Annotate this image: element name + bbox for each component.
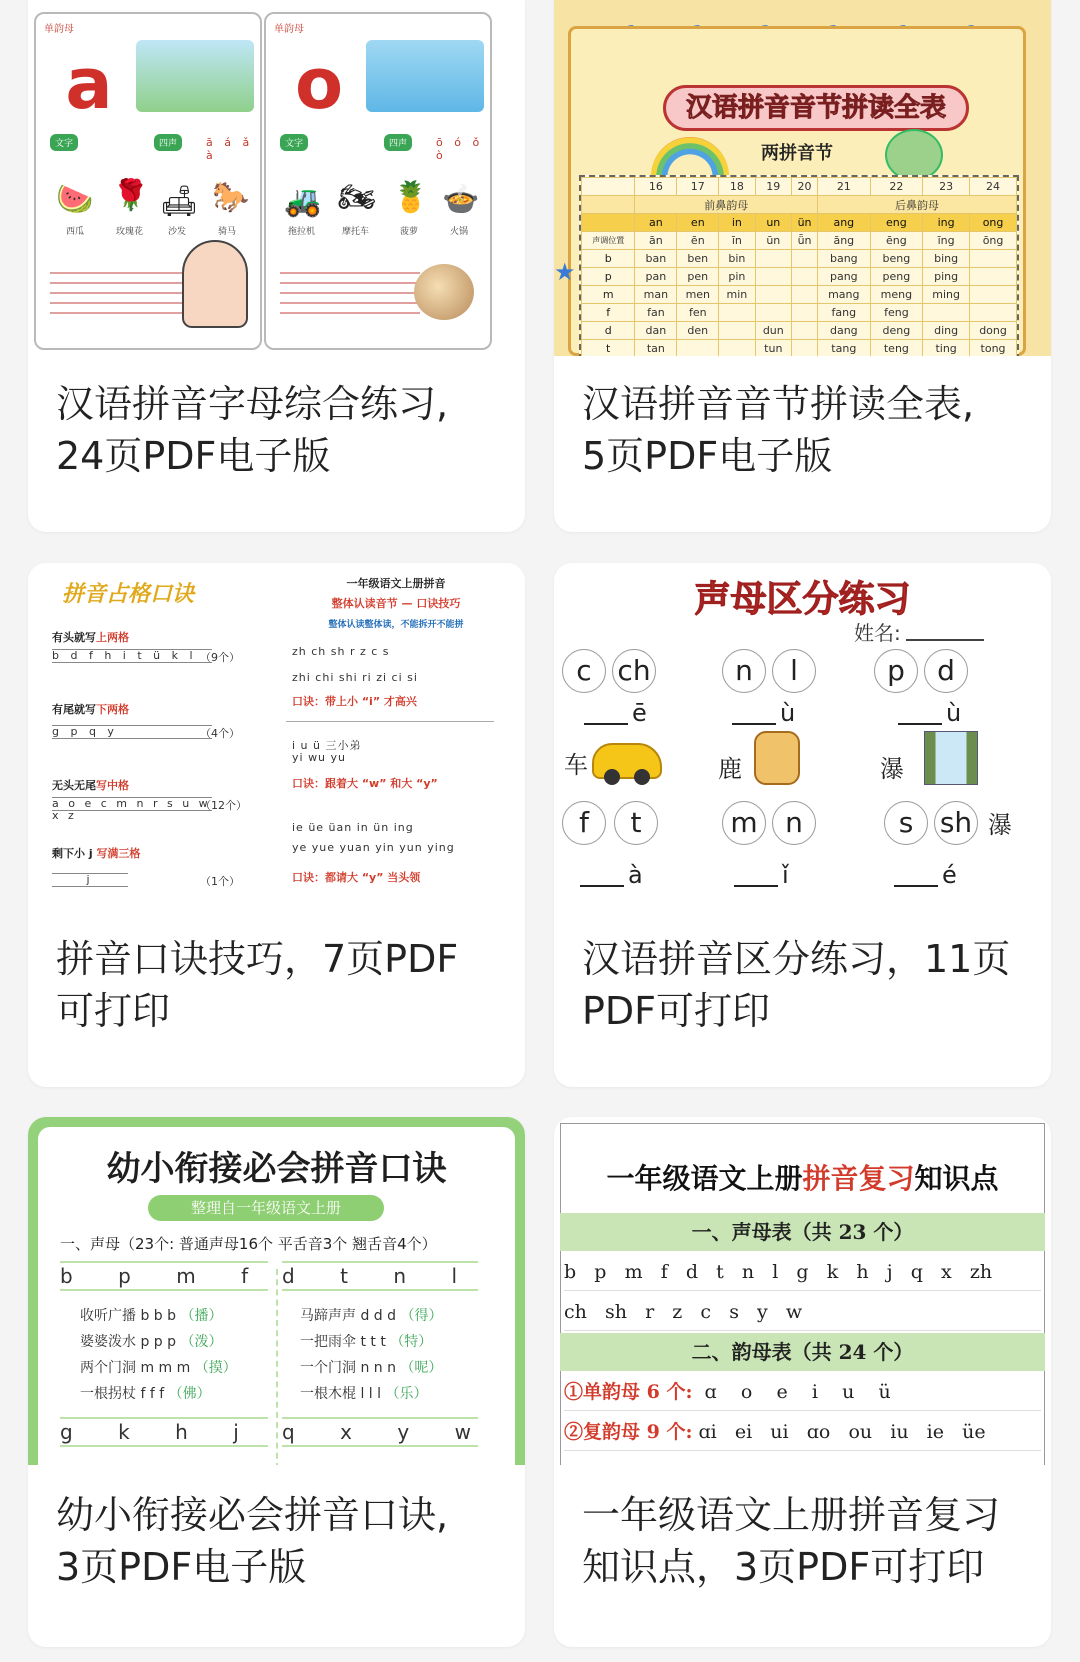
letter-count: （12个） — [200, 799, 247, 812]
final-header: eng — [870, 214, 923, 232]
rose-icon: 🌹 — [112, 178, 150, 213]
motorcycle-icon: 🏍 — [338, 180, 377, 215]
final-header: un — [755, 214, 792, 232]
rhyme-line: 一个门洞 n n n （呢） — [300, 1360, 443, 1376]
final-header: en — [677, 214, 719, 232]
letter-count: （9个） — [200, 651, 240, 664]
card-thumbnail[interactable] — [554, 1117, 1051, 1465]
column-number: 17 — [677, 178, 719, 196]
object-label: 摩托车 — [342, 227, 370, 237]
table-row: d dan den dun dang deng ding dong — [582, 322, 1017, 340]
tone-header: ēng — [870, 232, 923, 250]
product-card-review-points[interactable] — [554, 1117, 1051, 1647]
sheet-subtitle: 整理自一年级语文上册 — [148, 1195, 384, 1221]
tractor-icon: 🚜 — [284, 184, 322, 219]
letter-circle: t — [614, 801, 658, 845]
sheet-title: 一年级语文上册拼音复习知识点 — [606, 1162, 999, 1195]
product-card-pinyin-rhymes[interactable] — [28, 563, 525, 1087]
rhyme-text — [280, 264, 420, 322]
letter-circle: l — [772, 649, 816, 693]
column-number: 20 — [792, 178, 818, 196]
card-thumbnail[interactable] — [28, 1117, 525, 1465]
hanzi-word: 车 — [564, 751, 588, 779]
letter-circle: s — [884, 801, 928, 845]
pinyin-line: zhi chi shi ri zi ci si — [292, 671, 418, 684]
horse-icon: 🐎 — [212, 180, 250, 215]
star-icon: ★ — [554, 258, 576, 286]
rhyme-tip: 口诀：带上小 “i” 才高兴 — [292, 695, 417, 708]
rhyme-line: 收听广播 b b b （播） — [80, 1308, 223, 1324]
tone-header: īng — [923, 232, 970, 250]
table-row: f fan fen fang feng — [582, 304, 1017, 322]
rule-label: 有尾就写下两格 — [52, 703, 129, 716]
tone-header: ēn — [677, 232, 719, 250]
letter-row: q x y w — [282, 1417, 478, 1447]
sheet-title: 汉语拼音音节拼读全表 — [663, 85, 969, 131]
rhyme-line: 一根木棍 l l l （乐） — [300, 1386, 428, 1402]
letter-row: ②复韵母 9 个: ɑi ei ui ɑo ou iu ie üe — [564, 1413, 1041, 1451]
tone-header: ūn — [755, 232, 792, 250]
letter-line: b d f h i t ü k l — [52, 649, 212, 663]
letter-count: （1个） — [200, 875, 240, 888]
letter-row: b p m f — [60, 1261, 268, 1291]
girl-illustration — [182, 240, 248, 328]
rhyme-line: 两个门洞 m m m （摸） — [80, 1360, 237, 1376]
letter-circle: f — [562, 801, 606, 845]
worksheet-page-o — [264, 12, 492, 350]
column-number: 23 — [923, 178, 970, 196]
letter-circle: d — [924, 649, 968, 693]
fill-blank: ē — [584, 699, 647, 727]
right-heading: 一年级语文上册拼音 — [346, 577, 446, 590]
column-number: 21 — [818, 178, 871, 196]
card-title[interactable]: 汉语拼音区分练习，11页 PDF可打印 — [582, 937, 1011, 1033]
object-label: 西瓜 — [66, 227, 85, 237]
rhyme-line: 一把雨伞 t t t （特） — [300, 1334, 433, 1350]
pinyin-line: zh ch sh r z c s — [292, 645, 390, 658]
letter-line: a o e c m n r s u w x z — [52, 797, 211, 822]
tone-marks: ā á ǎ à — [206, 136, 254, 162]
rhyme-line: 马蹄声声 d d d （得） — [300, 1308, 443, 1324]
divider — [286, 721, 494, 722]
sheet-title: 幼小衔接必会拼音口诀 — [106, 1149, 447, 1189]
name-label: 姓名: — [854, 621, 901, 645]
waterfall-icon — [924, 731, 978, 785]
rule-label: 无头无尾写中格 — [52, 779, 129, 792]
column-number: 24 — [970, 178, 1017, 196]
tone-header: āng — [818, 232, 871, 250]
final-header: ing — [923, 214, 970, 232]
fill-blank: ù — [732, 699, 795, 727]
pinyin-line: yi wu yu — [292, 751, 347, 764]
shell-illustration — [414, 264, 474, 320]
boat-scene-image — [366, 40, 484, 112]
letter-line: g p q y — [52, 725, 212, 739]
syllable-grid — [579, 175, 1019, 356]
letter-circle: c — [562, 649, 606, 693]
group-label: 后鼻韵母 — [818, 196, 1017, 214]
letter-circle: sh — [934, 801, 978, 845]
rhyme-tip: 口诀：跟着大 “w” 和大 “y” — [292, 777, 438, 790]
object-label: 菠萝 — [400, 227, 419, 237]
row-label: 声调位置 — [582, 232, 635, 250]
pinyin-line: ie üe üan in ün ing — [292, 821, 414, 834]
tag-badge: 四声 — [384, 134, 412, 151]
section-bar: 二、韵母表（共 24 个） — [560, 1333, 1045, 1371]
letter-row: d t n l — [282, 1261, 478, 1291]
big-letter: a — [65, 43, 113, 125]
sofa-icon: 🛋 — [160, 184, 199, 219]
letter-count: （4个） — [200, 727, 240, 740]
group-label: 前鼻韵母 — [635, 196, 818, 214]
final-header: in — [719, 214, 755, 232]
table-row: m man men min mang meng ming — [582, 286, 1017, 304]
object-label: 沙发 — [168, 227, 187, 237]
tone-header: ōng — [970, 232, 1017, 250]
divider — [276, 1269, 278, 1465]
column-number: 19 — [755, 178, 792, 196]
letter-line: j — [52, 873, 128, 887]
tag-badge: 文字 — [280, 134, 308, 151]
letter-circle: p — [874, 649, 918, 693]
final-header: ong — [970, 214, 1017, 232]
tag-badge: 文字 — [50, 134, 78, 151]
hotpot-icon: 🍲 — [442, 182, 480, 217]
name-field-line — [906, 639, 984, 641]
card-thumbnail[interactable] — [554, 563, 1051, 923]
sheet-title: 拼音占格口诀 — [62, 582, 195, 607]
worksheet-page-a — [34, 12, 262, 350]
card-thumbnail[interactable] — [28, 0, 525, 356]
column-number: 18 — [719, 178, 755, 196]
tone-header: ǖn — [792, 232, 818, 250]
card-title[interactable]: 汉语拼音字母综合练习, 24页PDF电子版 — [56, 382, 449, 478]
pinyin-line: i u ü 三小弟 — [292, 739, 362, 752]
rhyme-text — [50, 264, 190, 322]
card-title[interactable]: 幼小衔接必会拼音口诀, 3页PDF电子版 — [56, 1493, 449, 1589]
card-title[interactable]: 汉语拼音音节拼读全表, 5页PDF电子版 — [582, 382, 975, 478]
rhyme-line: 一根拐杖 f f f （佛） — [80, 1386, 211, 1402]
watermelon-icon: 🍉 — [56, 182, 94, 217]
letter-circle: n — [722, 649, 766, 693]
fill-blank: é — [894, 861, 957, 889]
letter-row: ①单韵母 6 个: ɑ o e i u ü — [564, 1373, 1041, 1411]
deer-icon — [754, 731, 800, 785]
fill-blank: ǐ — [734, 861, 789, 889]
object-label: 玫瑰花 — [116, 227, 144, 237]
letter-circle: n — [772, 801, 816, 845]
letter-row: b p m f d t n l g k h j q x zh — [564, 1253, 1041, 1291]
object-label: 骑马 — [218, 227, 237, 237]
dragon-icon — [885, 129, 943, 181]
card-title[interactable]: 拼音口诀技巧，7页PDF 可打印 — [56, 937, 459, 1033]
tone-marks: ō ó ǒ ò — [436, 136, 484, 162]
product-card-initials-practice[interactable] — [554, 563, 1051, 1087]
page-heading: 单韵母 — [274, 24, 304, 35]
final-header: ün — [792, 214, 818, 232]
fill-blank: à — [580, 861, 643, 889]
rhyme-tip: 口诀：都请大 “y” 当头领 — [292, 871, 421, 884]
card-thumbnail[interactable] — [554, 0, 1051, 356]
card-thumbnail[interactable] — [28, 563, 525, 923]
tone-header: īn — [719, 232, 755, 250]
pineapple-icon: 🍍 — [392, 180, 430, 215]
table-row: t tan tun tang teng ting tong — [582, 340, 1017, 357]
sheet-body — [38, 1127, 515, 1465]
right-note: 整体认读整体读，不能拆开不能拼 — [328, 620, 464, 630]
letter-circle: m — [722, 801, 766, 845]
hanzi-word: 瀑 — [880, 755, 904, 783]
section-bar: 一、声母表（共 23 个） — [560, 1213, 1045, 1251]
product-card-bridging-rhymes[interactable] — [28, 1117, 525, 1647]
final-header: ang — [818, 214, 871, 232]
table-row: b ban ben bin bang beng bing — [582, 250, 1017, 268]
card-title[interactable]: 一年级语文上册拼音复习 知识点，3页PDF可打印 — [582, 1493, 1001, 1589]
product-card-syllable-table[interactable] — [554, 0, 1051, 532]
section-heading: 一、声母（23个: 普通声母16个 平舌音3个 翘舌音4个） — [60, 1235, 437, 1253]
table-row: p pan pen pin pang peng ping — [582, 268, 1017, 286]
object-label: 拖拉机 — [288, 227, 316, 237]
hanzi-word: 鹿 — [718, 755, 742, 783]
letter-row: ch sh r z c s y w — [564, 1293, 1041, 1331]
object-label: 火锅 — [450, 227, 469, 237]
rhyme-line: 婆婆泼水 p p p （泼） — [80, 1334, 223, 1350]
syllable-sheet — [568, 26, 1026, 356]
sheet-subtitle: 两拼音节 — [761, 143, 833, 164]
duck-scene-image — [136, 40, 254, 112]
fill-blank: ù — [898, 699, 961, 727]
product-card-pinyin-letters[interactable] — [28, 0, 525, 532]
page-heading: 单韵母 — [44, 24, 74, 35]
letter-row: g k h j — [60, 1417, 268, 1447]
right-subheading: 整体认读音节 — 口诀技巧 — [331, 597, 461, 610]
column-number: 16 — [635, 178, 677, 196]
tag-badge: 四声 — [154, 134, 182, 151]
big-letter: o — [294, 43, 344, 125]
rule-label: 有头就写上两格 — [52, 631, 129, 644]
final-header: an — [635, 214, 677, 232]
pinyin-line: ye yue yuan yin yun ying — [292, 841, 455, 854]
hanzi-word: 瀑 — [988, 811, 1012, 839]
letter-circle: ch — [612, 649, 656, 693]
column-number: 22 — [870, 178, 923, 196]
car-icon — [592, 743, 662, 779]
rule-label: 剩下小 j 写满三格 — [52, 847, 141, 860]
sheet-title: 声母区分练习 — [694, 579, 911, 620]
tone-header: ān — [635, 232, 677, 250]
